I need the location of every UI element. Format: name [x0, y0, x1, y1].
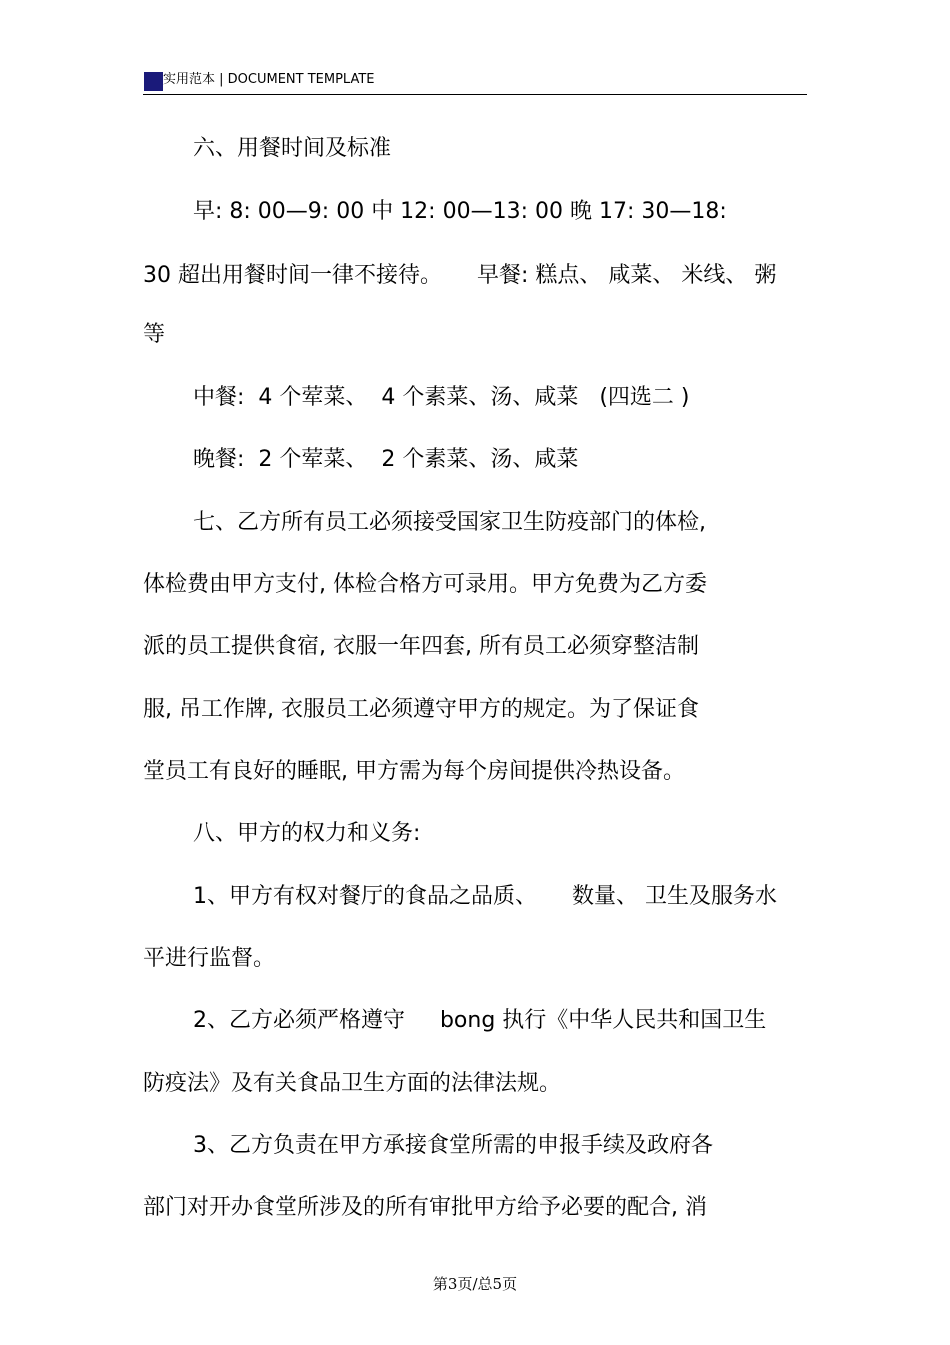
text-line: 服, 吊工作牌, 衣服员工必须遵守甲方的规定。为了保证食	[143, 697, 699, 722]
text-line: 部门对开办食堂所涉及的所有审批甲方给予必要的配合, 消	[143, 1195, 707, 1220]
page-number: 第3页/总5页	[432, 1275, 518, 1293]
text-line: 派的员工提供食宿, 衣服一年四套, 所有员工必须穿整洁制	[143, 634, 699, 659]
header-title: 实用范本 | DOCUMENT TEMPLATE	[163, 72, 375, 87]
text-line: 七、乙方所有员工必须接受国家卫生防疫部门的体检,	[193, 510, 706, 535]
text-line: 2、乙方必须严格遵守 bong 执行《中华人民共和国卫生	[193, 1008, 767, 1033]
text-line: 防疫法》及有关食品卫生方面的法律法规。	[143, 1071, 562, 1096]
text-line: 30 超出用餐时间一律不接待。 早餐: 糕点、 咸菜、 米线、 粥	[143, 263, 777, 288]
header-logo-icon	[144, 72, 163, 91]
text-line: 1、甲方有权对餐厅的食品之品质、 数量、 卫生及服务水	[193, 884, 777, 909]
text-line: 体检费由甲方支付, 体检合格方可录用。甲方免费为乙方委	[143, 572, 707, 597]
text-line: 堂员工有良好的睡眠, 甲方需为每个房间提供冷热设备。	[143, 759, 685, 784]
text-line: 等	[143, 322, 166, 347]
text-line: 六、用餐时间及标准	[193, 136, 392, 161]
text-line: 3、乙方负责在甲方承接食堂所需的申报手续及政府各	[193, 1133, 713, 1158]
text-line: 平进行监督。	[143, 946, 276, 971]
text-line: 八、甲方的权力和义务:	[193, 821, 421, 846]
text-line: 早: 8: 00—9: 00 中 12: 00—13: 00 晚 17: 30—18:	[193, 199, 727, 224]
text-line: 晚餐: 2 个荤菜、 2 个素菜、汤、咸菜	[193, 447, 579, 472]
document-header	[143, 68, 807, 95]
text-line: 中餐: 4 个荤菜、 4 个素菜、汤、咸菜 (四选二 )	[193, 385, 690, 410]
